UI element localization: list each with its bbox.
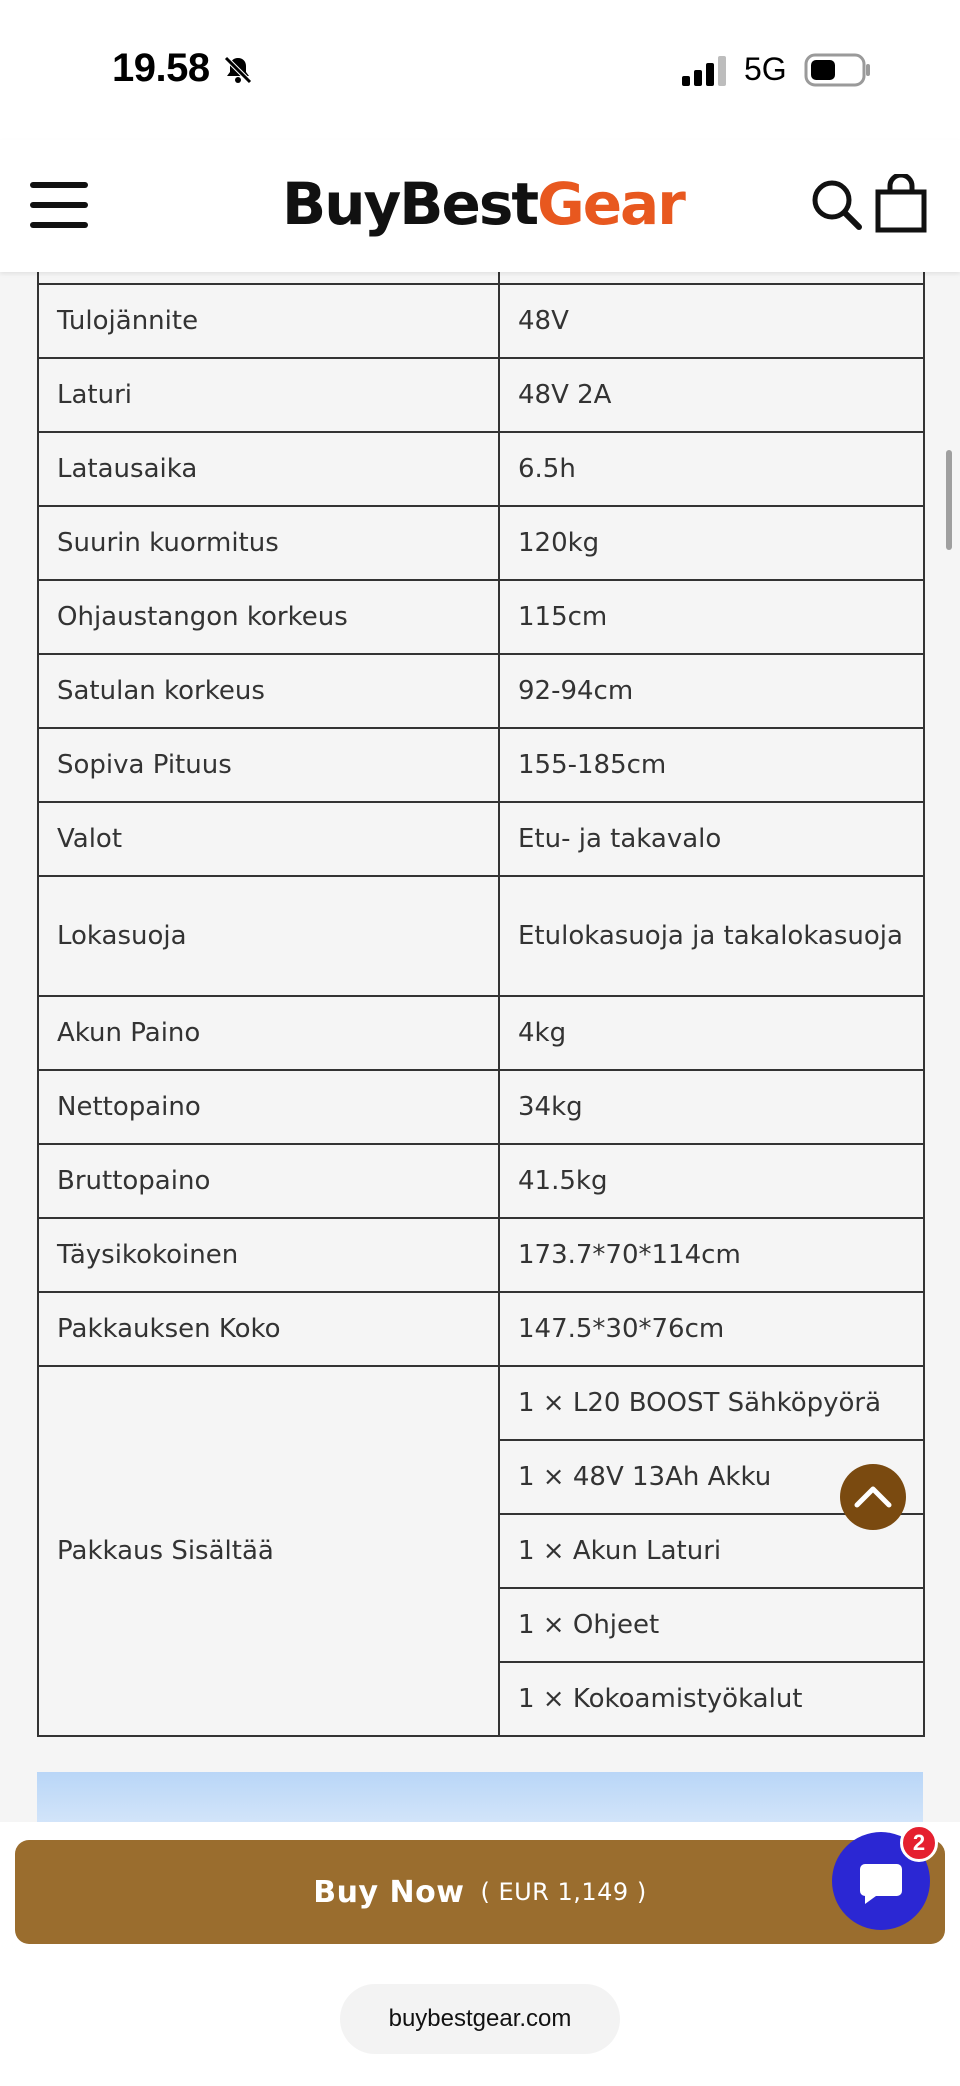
spec-value: Etu- ja takavalo [499,802,924,876]
spec-key: Ohjaustangon korkeus [38,580,499,654]
spec-key: Latausaika [38,432,499,506]
browser-url-bar[interactable]: buybestgear.com [340,1984,620,2054]
spec-value: 173.7*70*114cm [499,1218,924,1292]
spec-key: Satulan korkeus [38,654,499,728]
spec-key: Pakkauksen Koko [38,1292,499,1366]
spec-key: Lokasuoja [38,876,499,996]
spec-key: Akun Paino [38,996,499,1070]
spec-key: Sopiva Pituus [38,728,499,802]
spec-value: 41.5kg [499,1144,924,1218]
signal-icon [680,54,730,86]
table-row [38,996,924,1070]
spec-table-container [37,264,923,1737]
package-item: 1 × Akun Laturi [499,1514,924,1588]
table-row [38,284,924,358]
table-row [38,358,924,432]
package-item: 1 × L20 BOOST Sähköpyörä [499,1366,924,1440]
status-time: 19.58 [112,46,210,90]
spec-value: 48V 2A [499,358,924,432]
spec-value: 34kg [499,1070,924,1144]
back-to-top-button[interactable] [840,1464,906,1530]
logo-accent-text: Gear [537,170,684,238]
site-header [0,140,960,272]
spec-key: Valot [38,802,499,876]
spec-value: 155-185cm [499,728,924,802]
package-item: 1 × Kokoamistyökalut [499,1662,924,1736]
spec-value: 6.5h [499,432,924,506]
spec-key: Tulojännite [38,284,499,358]
spec-value: Etulokasuoja ja takalokasuoja [499,876,924,996]
table-row [38,1366,924,1440]
spec-key: Bruttopaino [38,1144,499,1218]
bell-off-icon [222,54,254,86]
table-row [38,1292,924,1366]
table-row [38,1144,924,1218]
spec-value: 92-94cm [499,654,924,728]
menu-icon[interactable] [30,182,88,228]
spec-key: Pakkaus Sisältää [38,1366,499,1736]
spec-value: 120kg [499,506,924,580]
table-row [38,580,924,654]
buy-now-label: Buy Now [313,1874,465,1910]
chat-unread-badge: 2 [900,1824,938,1862]
spec-value: 4kg [499,996,924,1070]
spec-table [37,264,925,1737]
search-icon[interactable] [808,176,864,232]
network-label: 5G [744,51,787,87]
table-row [38,876,924,996]
table-row [38,506,924,580]
spec-key: Nettopaino [38,1070,499,1144]
spec-value: 48V [499,284,924,358]
buy-now-button[interactable] [15,1840,945,1944]
buy-now-price: ( EUR 1,149 ) [480,1878,647,1906]
spec-value: 115cm [499,580,924,654]
battery-icon [804,53,872,87]
table-row [38,654,924,728]
table-row [38,728,924,802]
package-item: 1 × 48V 13Ah Akku [499,1440,924,1514]
table-row [38,1218,924,1292]
bottom-buy-bar [0,1822,960,2086]
table-row [38,432,924,506]
brand-logo[interactable] [282,166,684,242]
status-bar [0,0,960,140]
scroll-indicator[interactable] [946,450,952,550]
chevron-up-icon [840,1464,906,1530]
table-row [38,802,924,876]
spec-key: Laturi [38,358,499,432]
spec-value: 147.5*30*76cm [499,1292,924,1366]
spec-key: Suurin kuormitus [38,506,499,580]
table-row [38,1070,924,1144]
cart-icon[interactable] [874,174,928,234]
package-item: 1 × Ohjeet [499,1588,924,1662]
logo-main-text: BuyBest [282,170,538,238]
spec-key: Täysikokoinen [38,1218,499,1292]
